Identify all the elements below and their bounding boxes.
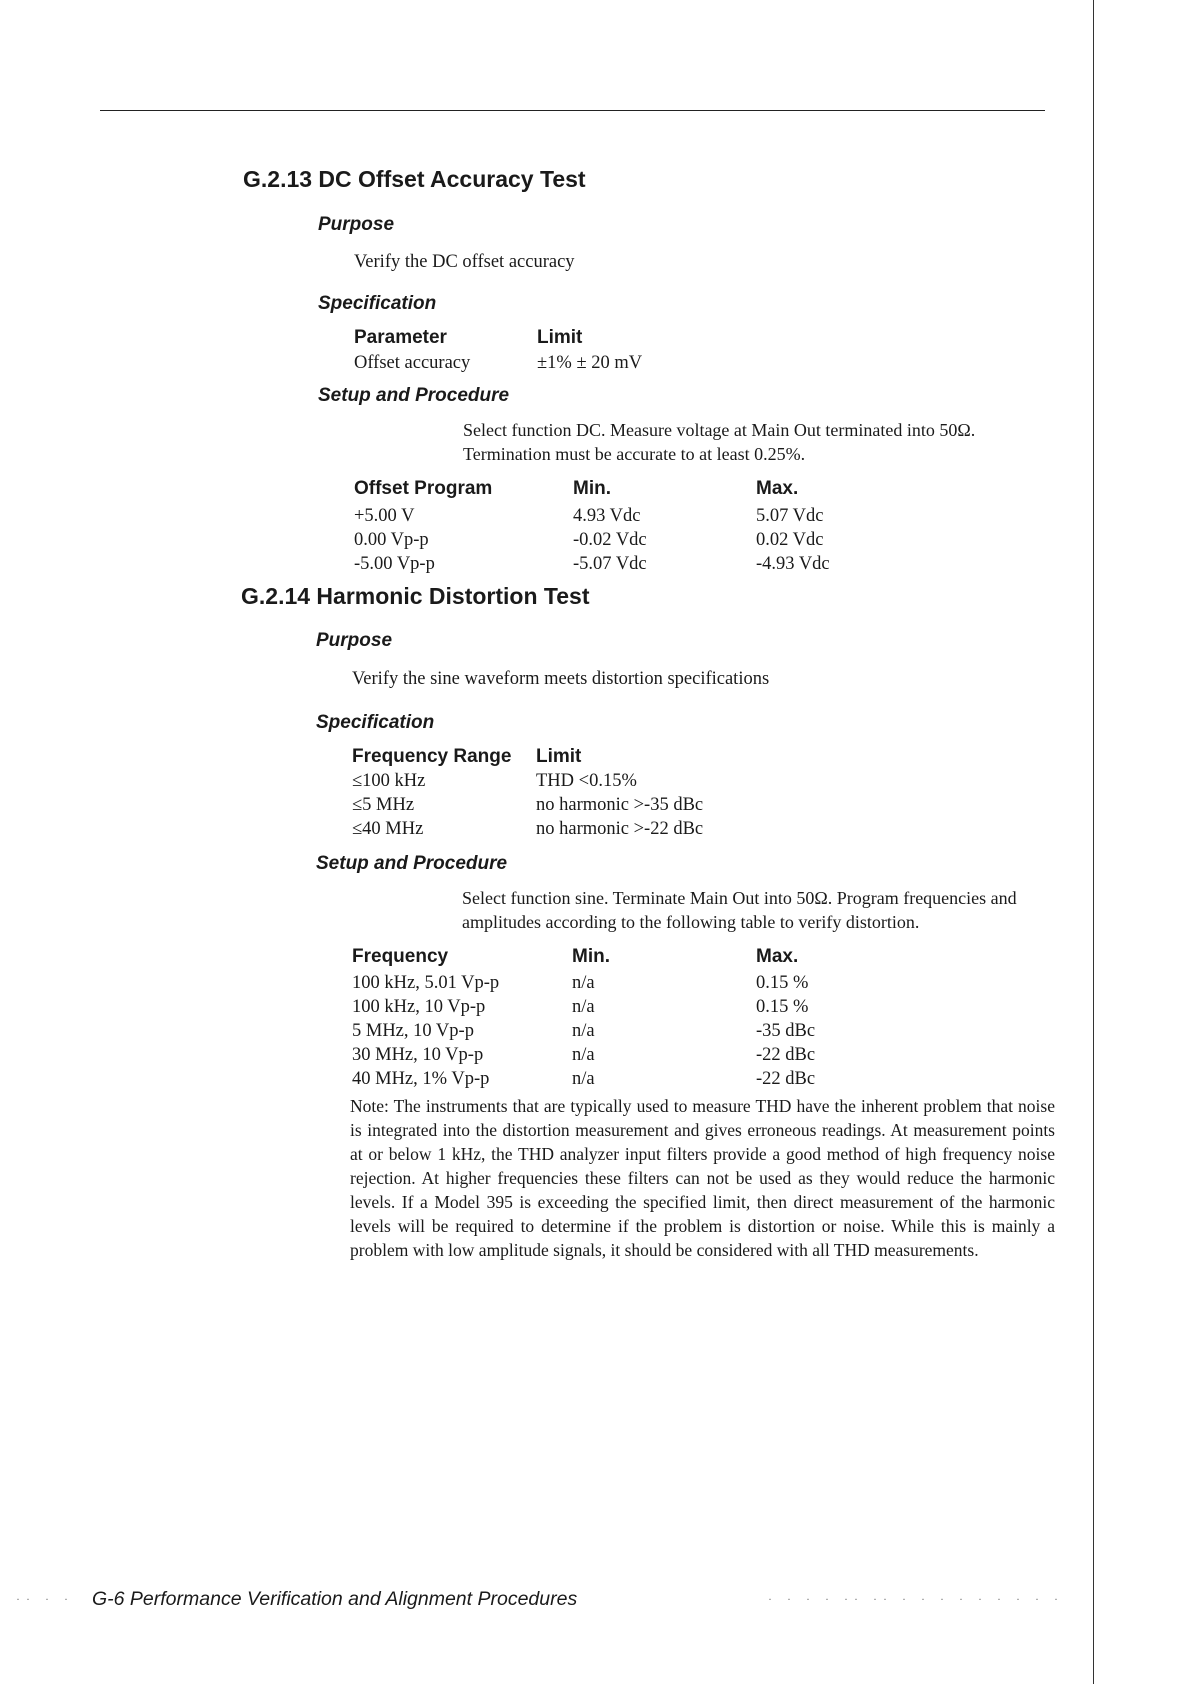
table-cell: -4.93 Vdc	[756, 554, 830, 574]
table-cell: 40 MHz, 1% Vp-p	[352, 1069, 490, 1089]
spec-cell: no harmonic >-22 dBc	[536, 819, 704, 839]
top-rule	[100, 110, 1045, 111]
table-cell: -35 dBc	[756, 1021, 816, 1041]
table-cell: -5.00 Vp-p	[354, 554, 435, 574]
table-cell: n/a	[572, 1069, 595, 1089]
setup-label-g214: Setup and Procedure	[316, 853, 508, 874]
table-header-offset-program: Offset Program	[354, 478, 493, 499]
purpose-text-g214: Verify the sine waveform meets distortion specifications	[352, 669, 770, 689]
spec-label-g213: Specification	[318, 293, 437, 314]
spec-cell: ≤100 kHz	[352, 771, 426, 791]
section-heading-g214: G.2.14 Harmonic Distortion Test	[241, 583, 590, 609]
table-cell: -22 dBc	[756, 1045, 816, 1065]
spec-header-limit: Limit	[536, 746, 582, 767]
table-cell: n/a	[572, 1021, 595, 1041]
table-cell: 0.15 %	[756, 973, 809, 993]
table-header-min: Min.	[573, 478, 611, 499]
spec-cell: ≤40 MHz	[352, 819, 424, 839]
table-cell: 100 kHz, 5.01 Vp-p	[352, 973, 500, 993]
setup-text-g213: Select function DC. Measure voltage at Main Out terminated into 50Ω. Termination must be accurate to at least 0.25%.	[463, 420, 976, 464]
table-header-frequency: Frequency	[352, 946, 449, 967]
table-cell: -0.02 Vdc	[573, 530, 647, 550]
spec-cell-parameter: Offset accuracy	[354, 353, 471, 373]
table-cell: -22 dBc	[756, 1069, 816, 1089]
table-cell: n/a	[572, 973, 595, 993]
spec-cell: ≤5 MHz	[352, 795, 415, 815]
spec-cell-limit: ±1% ± 20 mV	[537, 353, 643, 373]
table-cell: +5.00 V	[354, 506, 415, 526]
table-header-max: Max.	[756, 478, 799, 499]
setup-label-g213: Setup and Procedure	[318, 385, 510, 406]
spec-header-limit: Limit	[537, 327, 583, 348]
table-header-min: Min.	[572, 946, 610, 967]
spec-header-parameter: Parameter	[354, 327, 447, 348]
footer-margin-dots: ·· · ·	[16, 1592, 74, 1606]
table-cell: 4.93 Vdc	[573, 506, 641, 526]
table-header-max: Max.	[756, 946, 799, 967]
section-heading-g213: G.2.13 DC Offset Accuracy Test	[243, 166, 586, 192]
purpose-text-g213: Verify the DC offset accuracy	[354, 252, 575, 272]
purpose-label-g214: Purpose	[316, 630, 393, 651]
table-cell: 0.00 Vp-p	[354, 530, 429, 550]
table-cell: 30 MHz, 10 Vp-p	[352, 1045, 484, 1065]
table-cell: 100 kHz, 10 Vp-p	[352, 997, 486, 1017]
purpose-label-g213: Purpose	[318, 214, 395, 235]
table-cell: n/a	[572, 997, 595, 1017]
spec-cell: no harmonic >-35 dBc	[536, 795, 704, 815]
page-edge-line	[1093, 0, 1094, 1684]
footer-dot-leader: · · · · ·· ·· · · · · · · · · ·	[768, 1592, 1064, 1606]
spec-label-g214: Specification	[316, 712, 435, 733]
table-cell: 5 MHz, 10 Vp-p	[352, 1021, 474, 1041]
table-cell: 0.02 Vdc	[756, 530, 824, 550]
spec-cell: THD <0.15%	[536, 771, 637, 791]
table-cell: -5.07 Vdc	[573, 554, 647, 574]
table-cell: n/a	[572, 1045, 595, 1065]
page-footer: G-6 Performance Verification and Alignment Procedures	[92, 1588, 578, 1610]
table-cell: 5.07 Vdc	[756, 506, 824, 526]
setup-text-g214: Select function sine. Terminate Main Out into 50Ω. Program frequencies and amplitudes according to the following table to verify distortion.	[462, 888, 1017, 932]
table-cell: 0.15 %	[756, 997, 809, 1017]
thd-note: Note: The instruments that are typically used to measure THD have the inherent problem that noise is integrated into the distortion measurement and gives erroneous readings. At measurement points at or below 1 kHz, the THD analyzer input filters provide a good method of high frequency noise rejection. At higher frequencies these filters can not be used as they would reduce the harmonic levels. If a Model 395 is exceeding the specified limit, then direct measurement of the harmonic levels will be required to determine if the problem is distortion or noise. While this is mainly a problem with low amplitude signals, it should be considered with all THD measurements.	[350, 1096, 1055, 1260]
spec-header-frequency-range: Frequency Range	[352, 746, 512, 767]
